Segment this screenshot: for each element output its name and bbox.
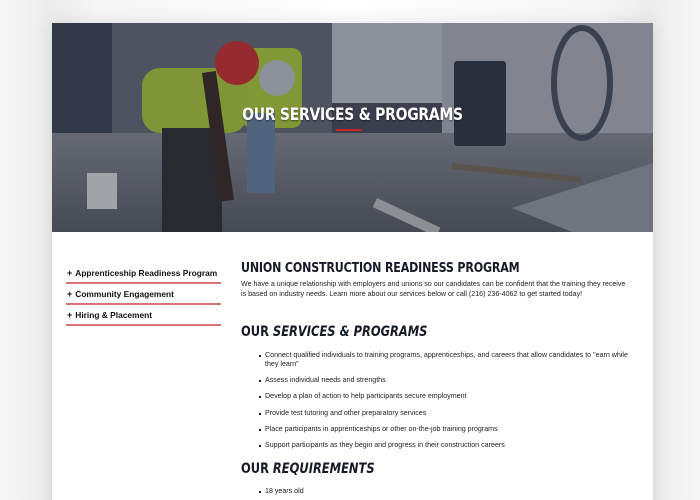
list-item: Support participants as they begin and progress in their construction careers [259, 441, 641, 451]
sidebar-nav [66, 263, 221, 326]
requirements-heading-emphasis: REQUIREMENTS [272, 461, 375, 478]
list-item: 18 years old [259, 487, 641, 497]
main-content [241, 260, 641, 497]
sidebar-item-label: Apprenticeship Readiness Program [75, 267, 218, 278]
list-item: Place participants in apprenticeships or other on-the-job training programs [259, 425, 641, 435]
requirements-heading [241, 461, 569, 477]
hero-title-underline [336, 129, 362, 131]
sidebar-item-apprenticeship-readiness[interactable] [66, 263, 221, 284]
hero-overlay [52, 23, 653, 232]
requirements-list [259, 487, 641, 497]
services-heading-emphasis: SERVICES & PROGRAMS [272, 323, 428, 340]
plus-icon: + [67, 288, 73, 299]
plus-icon: + [67, 267, 73, 278]
hero-banner [52, 23, 653, 232]
intro-paragraph: We have a unique relationship with employers and unions so our candidates can be confident that the training they receive is based on industry needs. Learn more about our services below or call (216) 236-4062 to get started today! [241, 280, 626, 299]
services-heading [241, 324, 569, 340]
list-item: Provide test tutoring and other preparatory services [259, 409, 641, 419]
list-item: Assess individual needs and strengths [259, 376, 641, 386]
page-frame [52, 23, 653, 500]
requirements-heading-prefix: OUR [241, 461, 269, 478]
sidebar-item-label: Community Engagement [75, 288, 174, 299]
services-heading-prefix: OUR [241, 323, 269, 340]
plus-icon: + [67, 309, 73, 320]
page-heading: UNION CONSTRUCTION READINESS PROGRAM [241, 260, 520, 276]
sidebar-item-hiring-placement[interactable] [66, 305, 221, 326]
list-item: Develop a plan of action to help participants secure employment [259, 392, 641, 402]
services-list [259, 351, 641, 452]
list-item: Connect qualified individuals to training programs, apprenticeships, and careers that allow candidates to "earn while they learn" [259, 351, 641, 371]
hero-title: OUR SERVICES & PROGRAMS [242, 105, 463, 125]
sidebar-item-community-engagement[interactable] [66, 284, 221, 305]
sidebar-item-label: Hiring & Placement [75, 309, 153, 320]
